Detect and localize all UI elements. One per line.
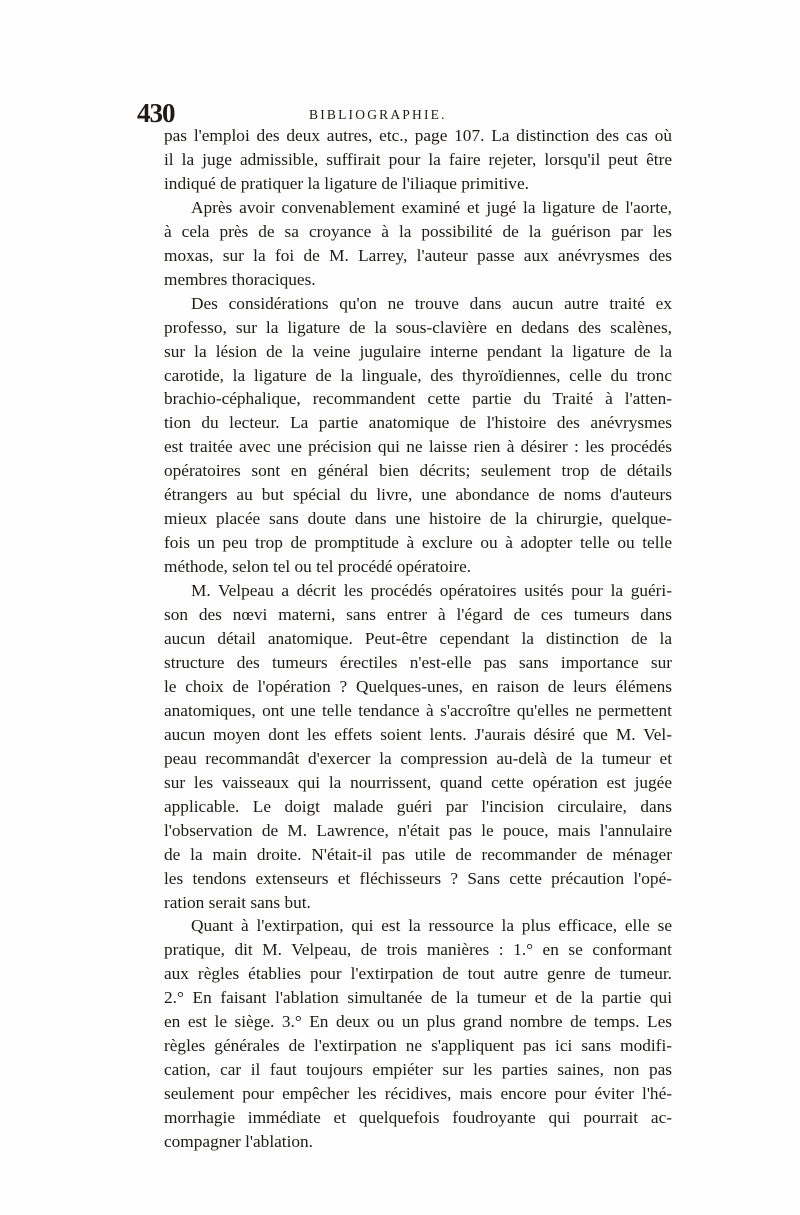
text-line: membres thoraciques. bbox=[164, 269, 316, 289]
text-line: professo, sur la ligature de la sous-clavière en dedans des scalènes, bbox=[164, 317, 672, 337]
text-line: carotide, la ligature de la linguale, des thyroïdiennes, celle du tronc bbox=[164, 365, 672, 385]
text-line: l'observation de M. Lawrence, n'était pas le pouce, mais l'annulaire bbox=[164, 820, 672, 840]
text-line: aucun détail anatomique. Peut-être cependant la distinction de la bbox=[164, 629, 672, 649]
running-head: BIBLIOGRAPHIE. bbox=[309, 107, 447, 122]
text-line: morrhagie immédiate et quelquefois foudroyante qui pourrait ac- bbox=[164, 1108, 672, 1128]
text-line: sur la lésion de la veine jugulaire interne pendant la ligature de la bbox=[164, 341, 672, 361]
text-line: pas l'emploi des deux autres, etc., page 107. La distinction des cas où bbox=[164, 126, 672, 145]
text-line: de la main droite. N'était-il pas utile de recommander de ménager bbox=[164, 844, 672, 864]
text-line: aucun moyen dont les effets soient lents. J'aurais désiré que M. Vel- bbox=[164, 724, 672, 744]
text-line: moxas, sur la foi de M. Larrey, l'auteur passe aux anévrysmes des bbox=[164, 245, 672, 265]
text-line: étrangers au but spécial du livre, une abondance de noms d'auteurs bbox=[164, 485, 672, 505]
text-line: seulement pour empêcher les récidives, mais encore pour éviter l'hé- bbox=[164, 1084, 672, 1104]
text-line: structure des tumeurs érectiles n'est-elle pas sans importance sur bbox=[164, 652, 672, 672]
paragraph-4 bbox=[137, 579, 672, 914]
text-line: 2.° En faisant l'ablation simultanée de la tumeur et de la partie qui bbox=[164, 988, 672, 1008]
text-line: tion du lecteur. La partie anatomique de l'histoire des anévrysmes bbox=[164, 413, 672, 433]
text-line: son des nœvi materni, sans entrer à l'égard de ces tumeurs dans bbox=[164, 605, 672, 625]
text-line: Des considérations qu'on ne trouve dans aucun autre traité ex bbox=[191, 293, 672, 313]
text-line: sur les vaisseaux qui la nourrissent, quand cette opération est jugée bbox=[164, 772, 672, 792]
text-line: mieux placée sans doute dans une histoire de la chirurgie, quelque- bbox=[164, 509, 672, 529]
text-line: est traitée avec une précision qui ne laisse rien à désirer : les procédés bbox=[164, 437, 672, 457]
text-line: compagner l'ablation. bbox=[164, 1132, 313, 1152]
paragraph-5 bbox=[137, 914, 672, 1154]
text-line: brachio-céphalique, recommandent cette partie du Traité à l'atten- bbox=[164, 389, 672, 409]
text-line: Après avoir convenablement examiné et jugé la ligature de l'aorte, bbox=[191, 197, 672, 217]
text-line: Quant à l'extirpation, qui est la ressource la plus efficace, elle se bbox=[191, 916, 672, 936]
page-number: 430 bbox=[137, 98, 175, 128]
text-line: anatomiques, ont une telle tendance à s'accroître qu'elles ne permettent bbox=[164, 700, 672, 720]
text-line: applicable. Le doigt malade guéri par l'incision circulaire, dans bbox=[164, 796, 672, 816]
text-line: il la juge admissible, suffirait pour la faire rejeter, lorsqu'il peut être bbox=[164, 149, 672, 169]
text-line: cation, car il faut toujours empiéter sur les parties saines, non pas bbox=[164, 1060, 672, 1080]
paragraph-3 bbox=[137, 292, 672, 579]
text-line: indiqué de pratiquer la ligature de l'iliaque primitive. bbox=[164, 173, 529, 193]
text-line: le choix de l'opération ? Quelques-unes, en raison de leurs élémens bbox=[164, 676, 672, 696]
text-line: peau recommandât d'exercer la compression au-delà de la tumeur et bbox=[164, 748, 672, 768]
text-line: méthode, selon tel ou tel procédé opératoire. bbox=[164, 557, 472, 577]
text-line: fois un peu trop de promptitude à exclure ou à adopter telle ou telle bbox=[164, 533, 672, 553]
text-line: règles générales de l'extirpation ne s'appliquent pas ici sans modifi- bbox=[164, 1036, 672, 1056]
text-line: pratique, dit M. Velpeau, de trois manières : 1.° en se conformant bbox=[164, 940, 672, 960]
text-line: à cela près de sa croyance à la possibilité de la guérison par les bbox=[164, 221, 672, 241]
text-line: ration serait sans but. bbox=[164, 892, 311, 912]
text-line: aux règles établies pour l'extirpation de tout autre genre de tumeur. bbox=[164, 964, 672, 984]
paragraph-1 bbox=[137, 124, 672, 196]
paragraph-2 bbox=[137, 196, 672, 292]
text-line: opératoires sont en général bien décrits; seulement trop de détails bbox=[164, 461, 672, 481]
body-text bbox=[137, 124, 672, 1154]
text-line: en est le siège. 3.° En deux ou un plus grand nombre de temps. Les bbox=[164, 1012, 672, 1032]
text-line: M. Velpeau a décrit les procédés opératoires usités pour la guéri- bbox=[191, 581, 672, 601]
text-line: les tendons extenseurs et fléchisseurs ? Sans cette précaution l'opé- bbox=[164, 868, 672, 888]
